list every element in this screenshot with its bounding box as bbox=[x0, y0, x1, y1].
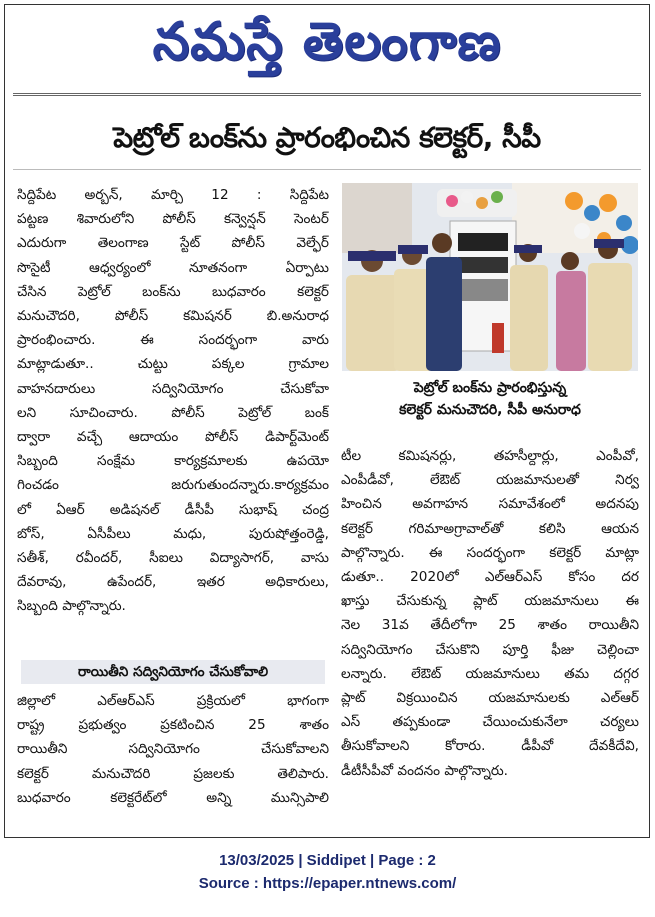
article-text-line: వాహనదారులు సద్వినియోగం చేసుకోవా bbox=[17, 380, 329, 397]
article-text-line: ఖాస్తు చేసుకున్న ప్లాట్‌ యజమానులు ఈ bbox=[341, 593, 639, 610]
article-column-2 bbox=[341, 444, 639, 783]
article-text-line: ప్రారంభించారు. ఈ సందర్భంగా వారు bbox=[17, 332, 329, 349]
article-text-line: పాల్గొన్నారు. ఈ సందర్భంగా కలెక్టర్‌ మాట్లా bbox=[341, 544, 639, 561]
article-text-line: చేసిన పెట్రోల్‌ బంక్‌ను బుధవారం కలెక్టర్‌ bbox=[17, 283, 329, 300]
article-text-line: తీసుకోవాలని కోరారు. డీపీవో దేవకీదేవి, bbox=[341, 738, 639, 755]
footer-source: Source : https://epaper.ntnews.com/ bbox=[198, 875, 457, 892]
masthead-logo: నమస్తే తెలంగాణ bbox=[152, 11, 502, 72]
article-text-line: బుధవారం కలెక్టరేట్‌లో అన్ని మున్సిపాలి bbox=[17, 789, 329, 806]
photo-illustration bbox=[342, 183, 638, 371]
headline-divider bbox=[13, 169, 641, 170]
article-text-line: డుతూ.. 2020లో ఎల్‌ఆర్‌ఎస్‌ కోసం దర bbox=[341, 569, 639, 586]
article-text-line: కలెక్టర్‌ మనుచౌదరి ప్రజలకు తెలిపారు. bbox=[17, 765, 329, 782]
newspaper-masthead bbox=[5, 11, 649, 85]
article-text-line: మాట్లాడుతూ.. చుట్టు పక్కల గ్రామాల bbox=[17, 356, 329, 373]
article-text-line: దేవరావు, ఉపేందర్‌, ఇతర అధికారులు, bbox=[17, 574, 329, 591]
article-text-line: గించడం జరుగుతుందన్నారు.కార్యక్రమం bbox=[17, 477, 329, 494]
article-text-line: ప్లాట్‌ విక్రయించిన యజమానులకు ఎల్‌ఆర్‌ bbox=[341, 690, 639, 707]
article-text-line: లన్నారు. లేఔట్‌ యజమానులు తమ దగ్గర bbox=[341, 665, 639, 682]
article-text-line: పట్టణ శివారులోని పోలీస్‌ కన్వెన్షన్‌ సెంటర్‌ bbox=[17, 211, 329, 228]
article-text-line: సిబ్బంది పాల్గొన్నారు. bbox=[17, 598, 126, 615]
photo-caption-line: పెట్రోల్‌ బంక్‌ను ప్రారంభిస్తున్న bbox=[413, 380, 567, 396]
article-text-line: డీటీసీపీవో వందనం పాల్గొన్నారు. bbox=[341, 762, 508, 779]
footer-date-edition: 13/03/2025 | Siddipet | Page : 2 bbox=[219, 852, 436, 869]
article-text-line: జిల్లాలో ఎల్‌ఆర్‌ఎస్‌ ప్రక్రియలో భాగంగా bbox=[17, 693, 329, 709]
article-column-1-continued bbox=[17, 689, 329, 810]
article-text-line: మనుచౌదరి, పోలీస్‌ కమిషనర్‌ బి.అనురాధ bbox=[17, 308, 329, 325]
photo-caption-line: కలెక్టర్‌ మనుచౌదరి, సీపీ అనురాధ bbox=[399, 402, 581, 418]
masthead-divider bbox=[13, 93, 641, 96]
article-text-line: సొసైటీ ఆధ్వర్యంలో నూతనంగా ఏర్పాటు bbox=[17, 259, 329, 276]
article-column-1 bbox=[17, 183, 329, 619]
photo-caption bbox=[342, 377, 638, 421]
article-text-line: ద్వారా వచ్చే ఆదాయం పోలీస్‌ డిపార్ట్‌మెంట్‌ bbox=[17, 429, 329, 446]
article-text-line: రాయితీని సద్వినియోగం చేసుకోవాలని bbox=[17, 741, 329, 758]
article-text-line: కలెక్టర్‌ గరిమాఅగ్రావాల్‌తో కలిసి ఆయన bbox=[341, 520, 639, 537]
article-text-line: సిద్దిపేట అర్బన్‌, మార్చి 12 : సిద్దిపేట bbox=[17, 187, 329, 203]
article-text-line: బోస్‌, ఏసీపీలు మధు, పురుషోత్తంరెడ్డి, bbox=[17, 525, 329, 542]
article-text-line: ఎంపీడీవో, లేఔట్‌ యజమానులతో నిర్వ bbox=[341, 472, 639, 489]
article-text-line: ఎదురుగా తెలంగాణ స్టేట్‌ పోలీస్‌ వెల్ఫేర్‌ bbox=[17, 235, 329, 252]
article-text-line: నెల 31వ తేదీలోగా 25 శాతం రాయితీని bbox=[341, 617, 639, 634]
article-photo bbox=[342, 183, 638, 371]
article-text-line: సద్వినియోగం చేసుకొని పూర్తి ఫీజు చెల్లించా bbox=[341, 641, 639, 658]
article-text-line: హించిన అవగాహన సమావేశంలో అదనపు bbox=[341, 496, 639, 513]
article-text-line: ఎస్‌ తప్పకుండా చేయించుకునేలా చర్యలు bbox=[341, 714, 639, 731]
article-text-line: సతీశ్‌, రవీందర్‌, సీఐలు విద్యాసాగర్‌, వాసు bbox=[17, 550, 329, 567]
article-text-line: లో ఏఆర్‌ అడిషనల్‌ డీసీపీ సుభాష్‌ చంద్ర bbox=[17, 501, 329, 518]
article-subheading: రాయితీని సద్వినియోగం చేసుకోవాలి bbox=[21, 660, 325, 684]
article-text-line: సిబ్బంది సంక్షేమ కార్యక్రమాలకు ఉపయో bbox=[17, 453, 329, 470]
article-headline: పెట్రోల్‌ బంక్‌ను ప్రారంభించిన కలెక్టర్‌, సీపీ bbox=[113, 121, 541, 154]
article-text-line: లని సూచించారు. పోలీస్‌ పెట్రోల్‌ బంక్‌ bbox=[17, 404, 329, 421]
article-text-line: టీల కమిషనర్లు, తహసీల్దార్లు, ఎంపీవో, bbox=[341, 448, 639, 464]
article-text-line: రాష్ట్ర ప్రభుత్వం ప్రకటించిన 25 శాతం bbox=[17, 717, 329, 734]
news-clipping bbox=[4, 4, 650, 838]
